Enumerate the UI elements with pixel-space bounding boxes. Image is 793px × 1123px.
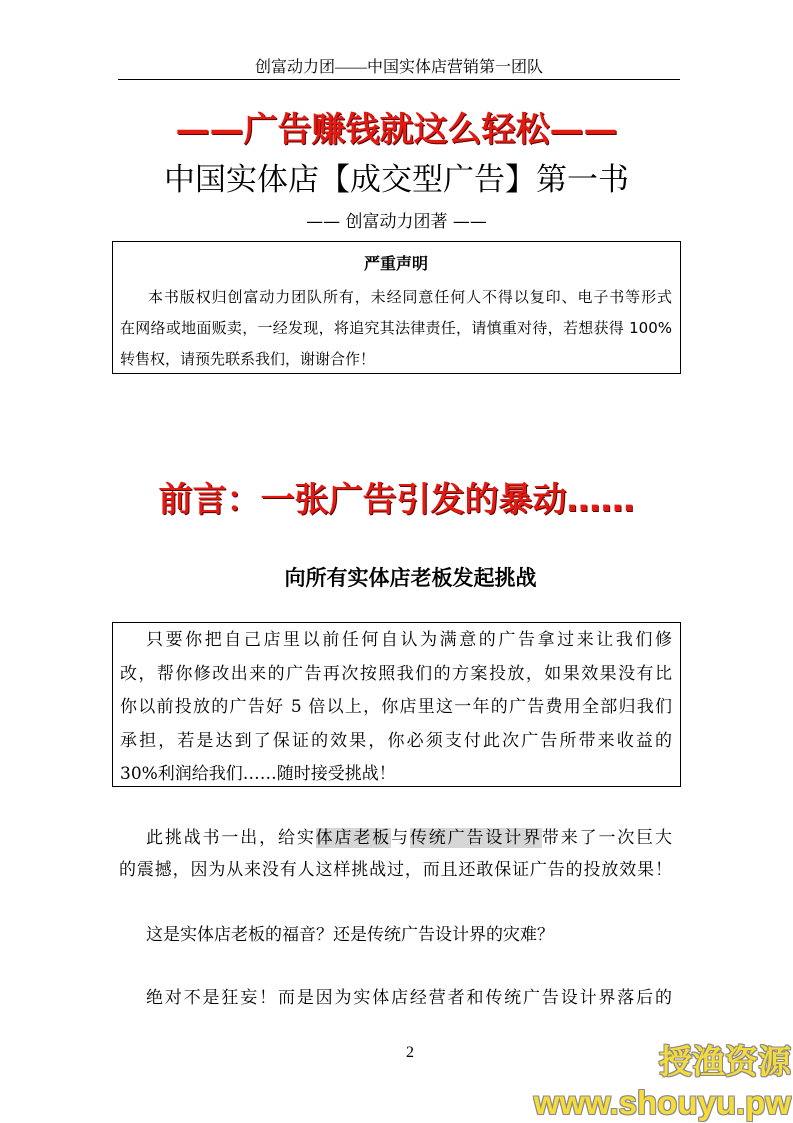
- text-segment: 此挑战书一出，给实: [146, 828, 316, 848]
- body-line: 的震撼，因为从来没有人这样挑战过，而且还敢保证广告的投放效果！: [119, 860, 672, 880]
- challenge-line: 只要你把自己店里以前任何自认为满意的广告拿过来让我们修: [146, 630, 672, 650]
- body-line: 这是实体店老板的福音？还是传统广告设计界的灾难？: [146, 925, 554, 945]
- body-line: 绝对不是狂妄！而是因为实体店经营者和传统广告设计界落后的: [146, 988, 672, 1008]
- notice-line: 本书版权归创富动力团队所有，未经同意任何人不得以复印、电子书等形式: [148, 288, 672, 306]
- body-paragraph-2: [119, 919, 672, 951]
- body-paragraph-3: [119, 982, 672, 1014]
- text-segment: 带来了一次巨大: [541, 828, 673, 848]
- watermark-logo-text: 授渔资源: [659, 1042, 791, 1081]
- page-number: 2: [406, 1044, 414, 1061]
- notice-line: 在网络或地面贩卖，一经发现，将追究其法律责任，请慎重对待，若想获得 100%: [120, 319, 672, 337]
- text-segment: 与: [391, 828, 410, 848]
- preface-heading: 前言：一张广告引发的暴动……: [158, 480, 635, 520]
- author-line: —— 创富动力团著 ——: [306, 212, 487, 232]
- challenge-box: [112, 622, 681, 787]
- challenge-line: 承担，若是达到了保证的效果，你必须支付此次广告所带来收益的: [120, 730, 672, 751]
- challenge-line: 30%利润给我们……随时接受挑战！: [120, 764, 396, 784]
- challenge-subheading: 向所有实体店老板发起挑战: [284, 566, 537, 590]
- challenge-line: 改，帮你修改出来的广告再次按照我们的方案投放，如果效果没有比: [120, 663, 672, 684]
- book-title: 中国实体店【成交型广告】第一书: [164, 162, 629, 198]
- copyright-notice-box: [112, 241, 681, 374]
- body-line: [119, 822, 672, 854]
- slogan-title: ——广告赚钱就这么轻松——: [175, 110, 618, 150]
- body-paragraph-1: [119, 822, 672, 886]
- highlighted-text: 体店老板: [315, 828, 392, 848]
- watermark-url: www.shouyu.pw: [533, 1084, 791, 1121]
- notice-line: 转售权，请预先联系我们，谢谢合作！: [120, 350, 376, 368]
- highlighted-text: 传统广告设计界: [409, 828, 542, 848]
- notice-heading: 严重声明: [363, 254, 428, 273]
- challenge-line: 你以前投放的广告好 5 倍以上，你店里这一年的广告费用全部归我们: [120, 697, 672, 717]
- page-header: 创富动力团——中国实体店营销第一团队: [118, 57, 680, 80]
